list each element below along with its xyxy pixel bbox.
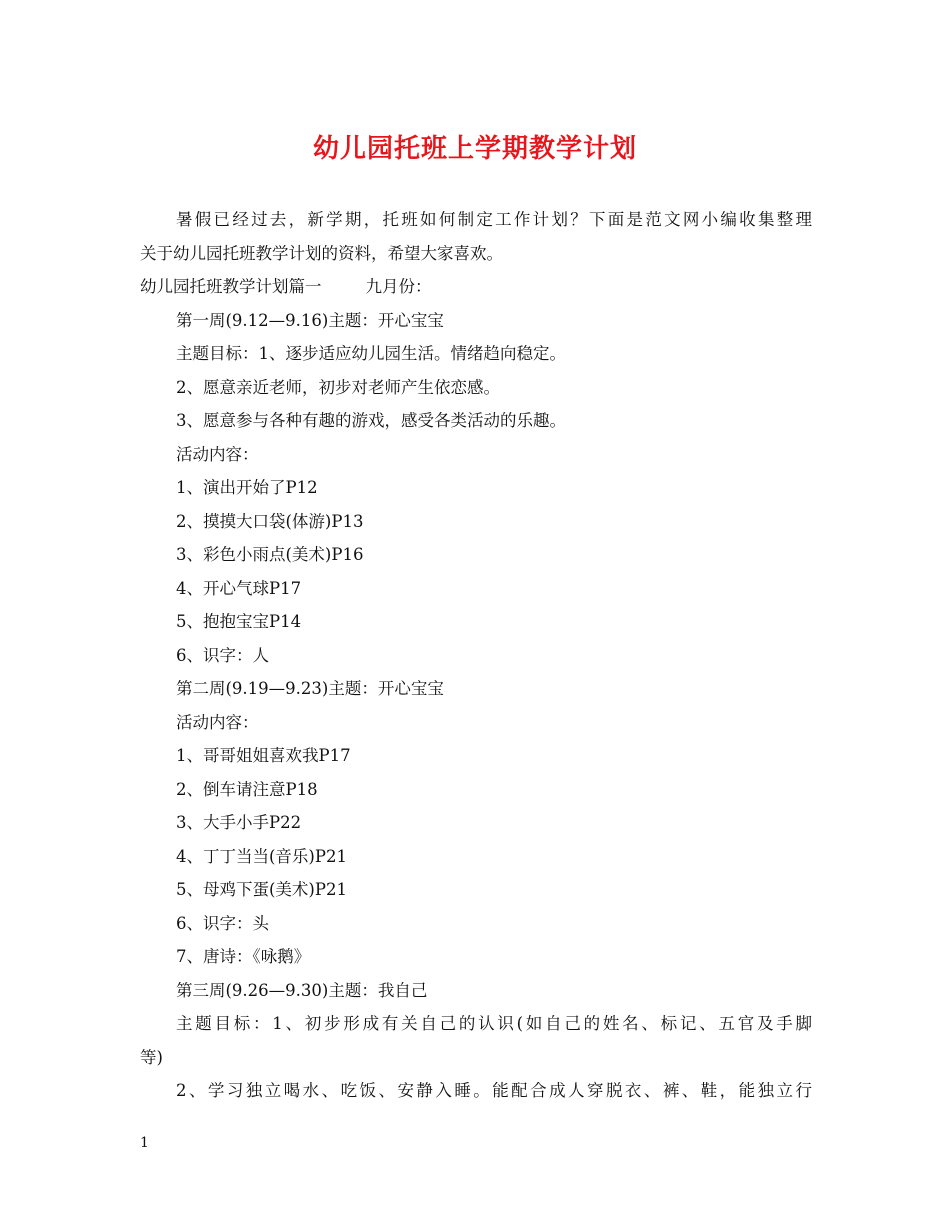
body-line: 7、唐诗：《咏鹅》 [176, 947, 311, 966]
intro-line-1: 暑假已经过去，新学期，托班如何制定工作计划？下面是范文网小编收集整理 [176, 210, 812, 229]
body-line: 6、识字：头 [176, 913, 269, 933]
section-heading: 幼儿园托班教学计划篇一 [140, 277, 322, 296]
body-line: 等) [140, 1047, 163, 1067]
body-line: 第三周(9.26—9.30)主题：我自己 [176, 980, 428, 1000]
section-heading-line [140, 270, 812, 304]
body-line: 5、抱抱宝宝P14 [176, 612, 302, 631]
body-line: 5、母鸡下蛋(美术)P21 [176, 880, 347, 899]
body-line: 6、识字：人 [176, 645, 269, 665]
body-line: 主题目标：1、初步形成有关自己的认识(如自己的姓名、标记、五官及手脚 [176, 1014, 812, 1033]
document-title: 幼儿园托班上学期教学计划 [312, 134, 637, 164]
body-line: 第一周(9.12—9.16)主题：开心宝宝 [176, 310, 444, 330]
body-line: 3、愿意参与各种有趣的游戏，感受各类活动的乐趣。 [176, 411, 566, 430]
body-line: 活动内容： [176, 712, 259, 732]
body-line: 2、摸摸大口袋(体游)P13 [176, 511, 364, 531]
body-line: 2、愿意亲近老师，初步对老师产生依恋感。 [176, 377, 500, 397]
document-body [140, 203, 812, 1108]
body-line: 4、丁丁当当(音乐)P21 [176, 846, 347, 866]
body-line: 2、学习独立喝水、吃饭、安静入睡。能配合成人穿脱衣、裤、鞋，能独立行 [176, 1081, 812, 1100]
body-line: 4、开心气球P17 [176, 578, 302, 598]
body-line: 1、哥哥姐姐喜欢我P17 [176, 746, 351, 765]
intro-line-2: 关于幼儿园托班教学计划的资料，希望大家喜欢。 [140, 243, 503, 263]
body-line: 3、大手小手P22 [176, 813, 302, 832]
body-line: 3、彩色小雨点(美术)P16 [176, 545, 364, 564]
body-line: 第二周(9.19—9.23)主题：开心宝宝 [176, 679, 444, 698]
body-line: 1、演出开始了P12 [176, 478, 318, 497]
body-line: 2、倒车请注意P18 [176, 779, 318, 799]
month-label: 九月份： [365, 277, 432, 296]
body-line: 主题目标：1、逐步适应幼儿园生活。情绪趋向稳定。 [176, 344, 566, 363]
body-line: 活动内容： [176, 444, 259, 464]
page-number: 1 [140, 1135, 149, 1151]
